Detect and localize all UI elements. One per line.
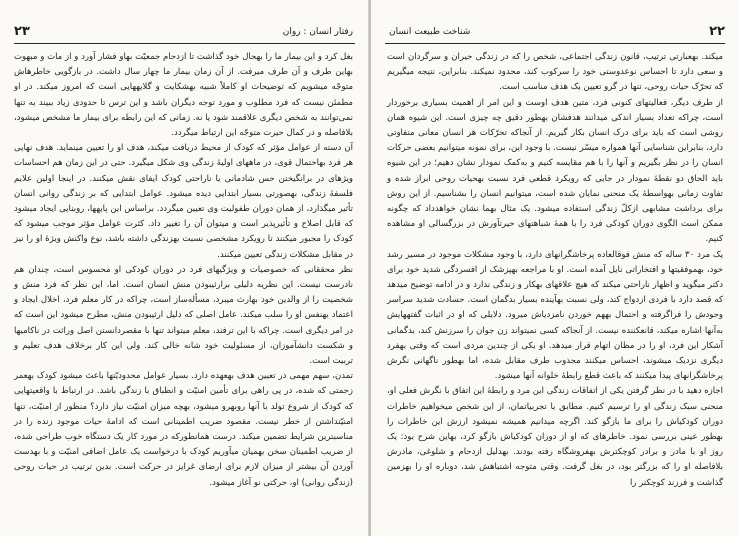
- left-paragraph-4: تمدن، سهم مهمی در تعیین هدف بهعهده دارد. بسیار عوامل محدودیّتها باعث میشود کودک بهعمر زحمتی که شده، در پی راهی برای تأمین امنیّت و انطباق با زندگی باشد. در ارتباط با واقعیتهایی که کودک از شروع تولد با آنها روبهرو میشود، بهچه میزان امنیّت نیاز دارد؟ منظور از امنیّت، تنها امنیّتداشتن از خطر نیست. مقصود ضریب اطمینانی است که ادامهٔ حیات موجود زنده را در مناسبترین شرایط تضمین میکند. درست همانطورکه در مورد کار یک دستگاه خوب طراحی شده، از ضریب اطمینان سخن بهمیان میآوریم کودک با درخواست یک عامل اضافی امنیّت و با بهدست آوردن آن بیشتر از میزان لازم برای ارضای غرایز در حرکت است. بدین ترتیب در حیات روحی (زندگی روانی) او، حرکتی نو آغاز میشود.: [14, 371, 353, 488]
- left-page-body: [14, 50, 353, 491]
- left-running-title: رفتار انسان : روان: [282, 27, 353, 37]
- left-page: [0, 0, 369, 536]
- right-paragraph-1: میکند. بهعبارتی ترتیب، قانون زندگی اجتماعی، شخص را که در زندگی حیران و سرگردان است و سعی دارد تا احساس نوعدوستی خود را سرکوب کند، محدود نمیکند. بنابراین، نتیجه میگیریم که تحرّک حیات روحی، تنها در گرو تعیین یک هدف مناسب است.: [387, 52, 723, 93]
- right-paragraph-4: اجازه دهید با در نظر گرفتن یکی از اتفاقات زندگی این مرد و رابطهٔ این اتفاق با نگرش فعلی او، منحنی سبک زندگی او را ترسیم کنیم. مطابق با تجربیاتمان، از این شخص میخواهیم خاطرات دوران کودکیاش را برای ما بازگو کند. اگرچه میدانیم همیشه نمیشود ارزش این خاطرات را بهطور عینی بررسی نمود. خاطرهای که او از دوران کودکیاش بازگو کرد، بهاین شرح بود: یک روز او با مادر و برادر کوچکترش بهفروشگاه رفته بودند. بهدلیل ازدحام و شلوغی، مادرش بلافاصله او را که بزرگتر بود، در بغل گرفت. وقتی متوجه اشتباهش شد، دوباره او را بهزمین گذاشت و فرزند کوچکتر را: [387, 386, 723, 488]
- left-header-rule: [14, 43, 355, 44]
- right-paragraph-2: از طرف دیگر، فعالیتهای کنونی فرد، متین هدف اوست و این امر از اهمیت بسیاری برخوردار است، چراکه تعداد بسیار اندکی میدانند هدفشان بهطور دقیق چه چیزی است. این شیوه همان روشی است که باید برای درک انسان بکار گیریم. از آنجاکه تحرّکات هر انسان معانی متفاوتی دارد، بنابراین شناسایی آنها همواره میسّر نیست. با وجود این، برای نمونه میتوانیم بعضی حرکات انسان را در نظر بگیریم و آنها را با هم مقایسه کنیم و به‌کمک نمودار نشان دهیم؛ در این شیوه باید الحاق دو نقطهٔ نمودار در جایی که رویکرد قطعی فرد نسبت بهحیات روحی ابراز شده و تفاوت زمانی بهواسطهٔ یک منحنی نمایان شده است، میتوانیم انسان را بشناسیم. از این روش برای برداشت مشابهی ازکلّ زندگی استفاده میشود. یک مثال بهما نشان خواهدداد که چگونه ممکن است الگوی دوران کودکی فرد را با همهٔ شباهتهای حیرتآورش در بزرگسالی او مشاهده کنیم.: [387, 97, 723, 245]
- right-page-body: [387, 50, 723, 491]
- right-page: [371, 0, 739, 536]
- right-running-title: شناخت طبیعت انسان: [389, 27, 471, 37]
- left-paragraph-2: آن دسته از عوامل مؤثر که کودک از محیط دریافت میکند، هدف او را تعیین مینماید. هدف نهایی هر فرد بهاحتمال قوی، در ماههای اولیهٔ زندگی وی شکل میگیرد. حتی در این زمان هم احساسات ویژهای در برانگیختن حس شادمانی یا ناراحتی کودک ایفای نقش میکنند. در اینجا اولین علایم فلسفهٔ زندگی، بهصورتی بسیار ابتدایی دیده میشود. عوامل ابتدایی که بر زندگی روانی انسان تأثیر میگذارد، از همان دوران طفولیت وی تعیین میگردد. براساس این پایهها، روبنایی ایجاد میشود که قابل اصلاح و تأثیرپذیر است و میتوان آن را تغییر داد. کثرت عوامل مؤثر موجب میشود که کودک را مجبور میکنند تا رویکرد مشخصی نسبت بهزندگی داشته باشد، نوع واکنش ویژهٔ او را نیز در مقابل مشکلات زندگی تعیین میکنند.: [14, 143, 353, 260]
- left-page-header: [14, 24, 355, 42]
- left-paragraph-3: نظر محققانی که خصوصیات و ویژگیهای فرد در دوران کودکی او محسوس است، چندان هم نادرست نیست. این نظریه دلیلی برارثیبودن منش انسان است. اما، این نظر که فرد منش و شخصیت را از والدین خود بهارث میبرد، مسأله‌ساز است، چراکه در کار معلم فرد، اخلال ایجاد و اعتماد بهنفس او را سلب میکند. عامل اصلی که دلیل ارثیبودن منش، مطرح میشود این است که در امر دیگری است. چراکه با این ترفند، معلم میتواند تنها با مقصردانستن اصل وراثت در ناکامیها و شکست دانشآموزان، از مسئولیت خود شانه خالی کند. ولی این کار برخلاف هدف تعلیم و تربیت است.: [14, 264, 353, 367]
- left-page-number: ۲۳: [14, 24, 30, 39]
- right-paragraph-3: یک مرد ۳۰ ساله که منش فوقالعاده پرخاشگرانهای دارد، با وجود مشکلات موجود در مسیر رشد خود، بهموفقیتها و افتخاراتی نایل آمده است. او با مراجعه بهپزشک از افسردگی شدید خود برای دکتر میگوید و اظهار ناراحتی میکند که هیچ علاقهای بهکار و زندگی ندارد و در ادامه توضیح میدهد که قصد دارد با فردی ازدواج کند، ولی نسبت بهآینده بسیار بدگمان است. حسادت شدید سراسر وجودش را فراگرفته و احتمال بههم خوردن نامزدیاش میرود. دلایلی که او در اثبات گفتههایش به‌آنها اشاره میکند، قانعکننده نیست. از آنجاکه کسی نمیتواند زن جوان را سرزنش کند، بدگمانی آشکار این فرد، او را در مظان اتهام قرار میدهد. او یکی از چندین مردی است که وقتی بهفرد دیگری نزدیک میشوند، احساس میکنند مجذوب طرف مقابل شده، اما بهطور ناگهانی نگرش پرخاشگرانهای پیدا میکنند که باعث قطع رابطهٔ خلوانه آنها میشود.: [387, 249, 724, 382]
- right-header-rule: [385, 43, 725, 44]
- right-page-number: ۲۲: [709, 24, 725, 39]
- right-page-header: [385, 24, 725, 42]
- left-paragraph-1: بغل کرد و این بیمار ما را بهحال خود گذاشت تا ازدحام جمعیّت بهاو فشار آورد و از مات و مبهوت بهاین طرف و آن طرف میرفت. از آن زمان بیمار ما چهار سال داشت. در بازگویی خاطرهاش متوجّه میشویم که توضیحات او کاملاً شبیه بهشکایت و گلایههایی است که امروز میکند. در او مطمئن نیست که فرد مطلوب و مورد توجه دیگران باشد و این ترس تا حدودی زیاد ببیند به تنها نمی‌توانند به شخص دیگری علاقمند شود یا نه. زمانی که این رابطه برای بیمار ما مشخص میشود، بلافاصله و در کمال حیرت متوجّه این ارتباط میگردد.: [14, 52, 353, 139]
